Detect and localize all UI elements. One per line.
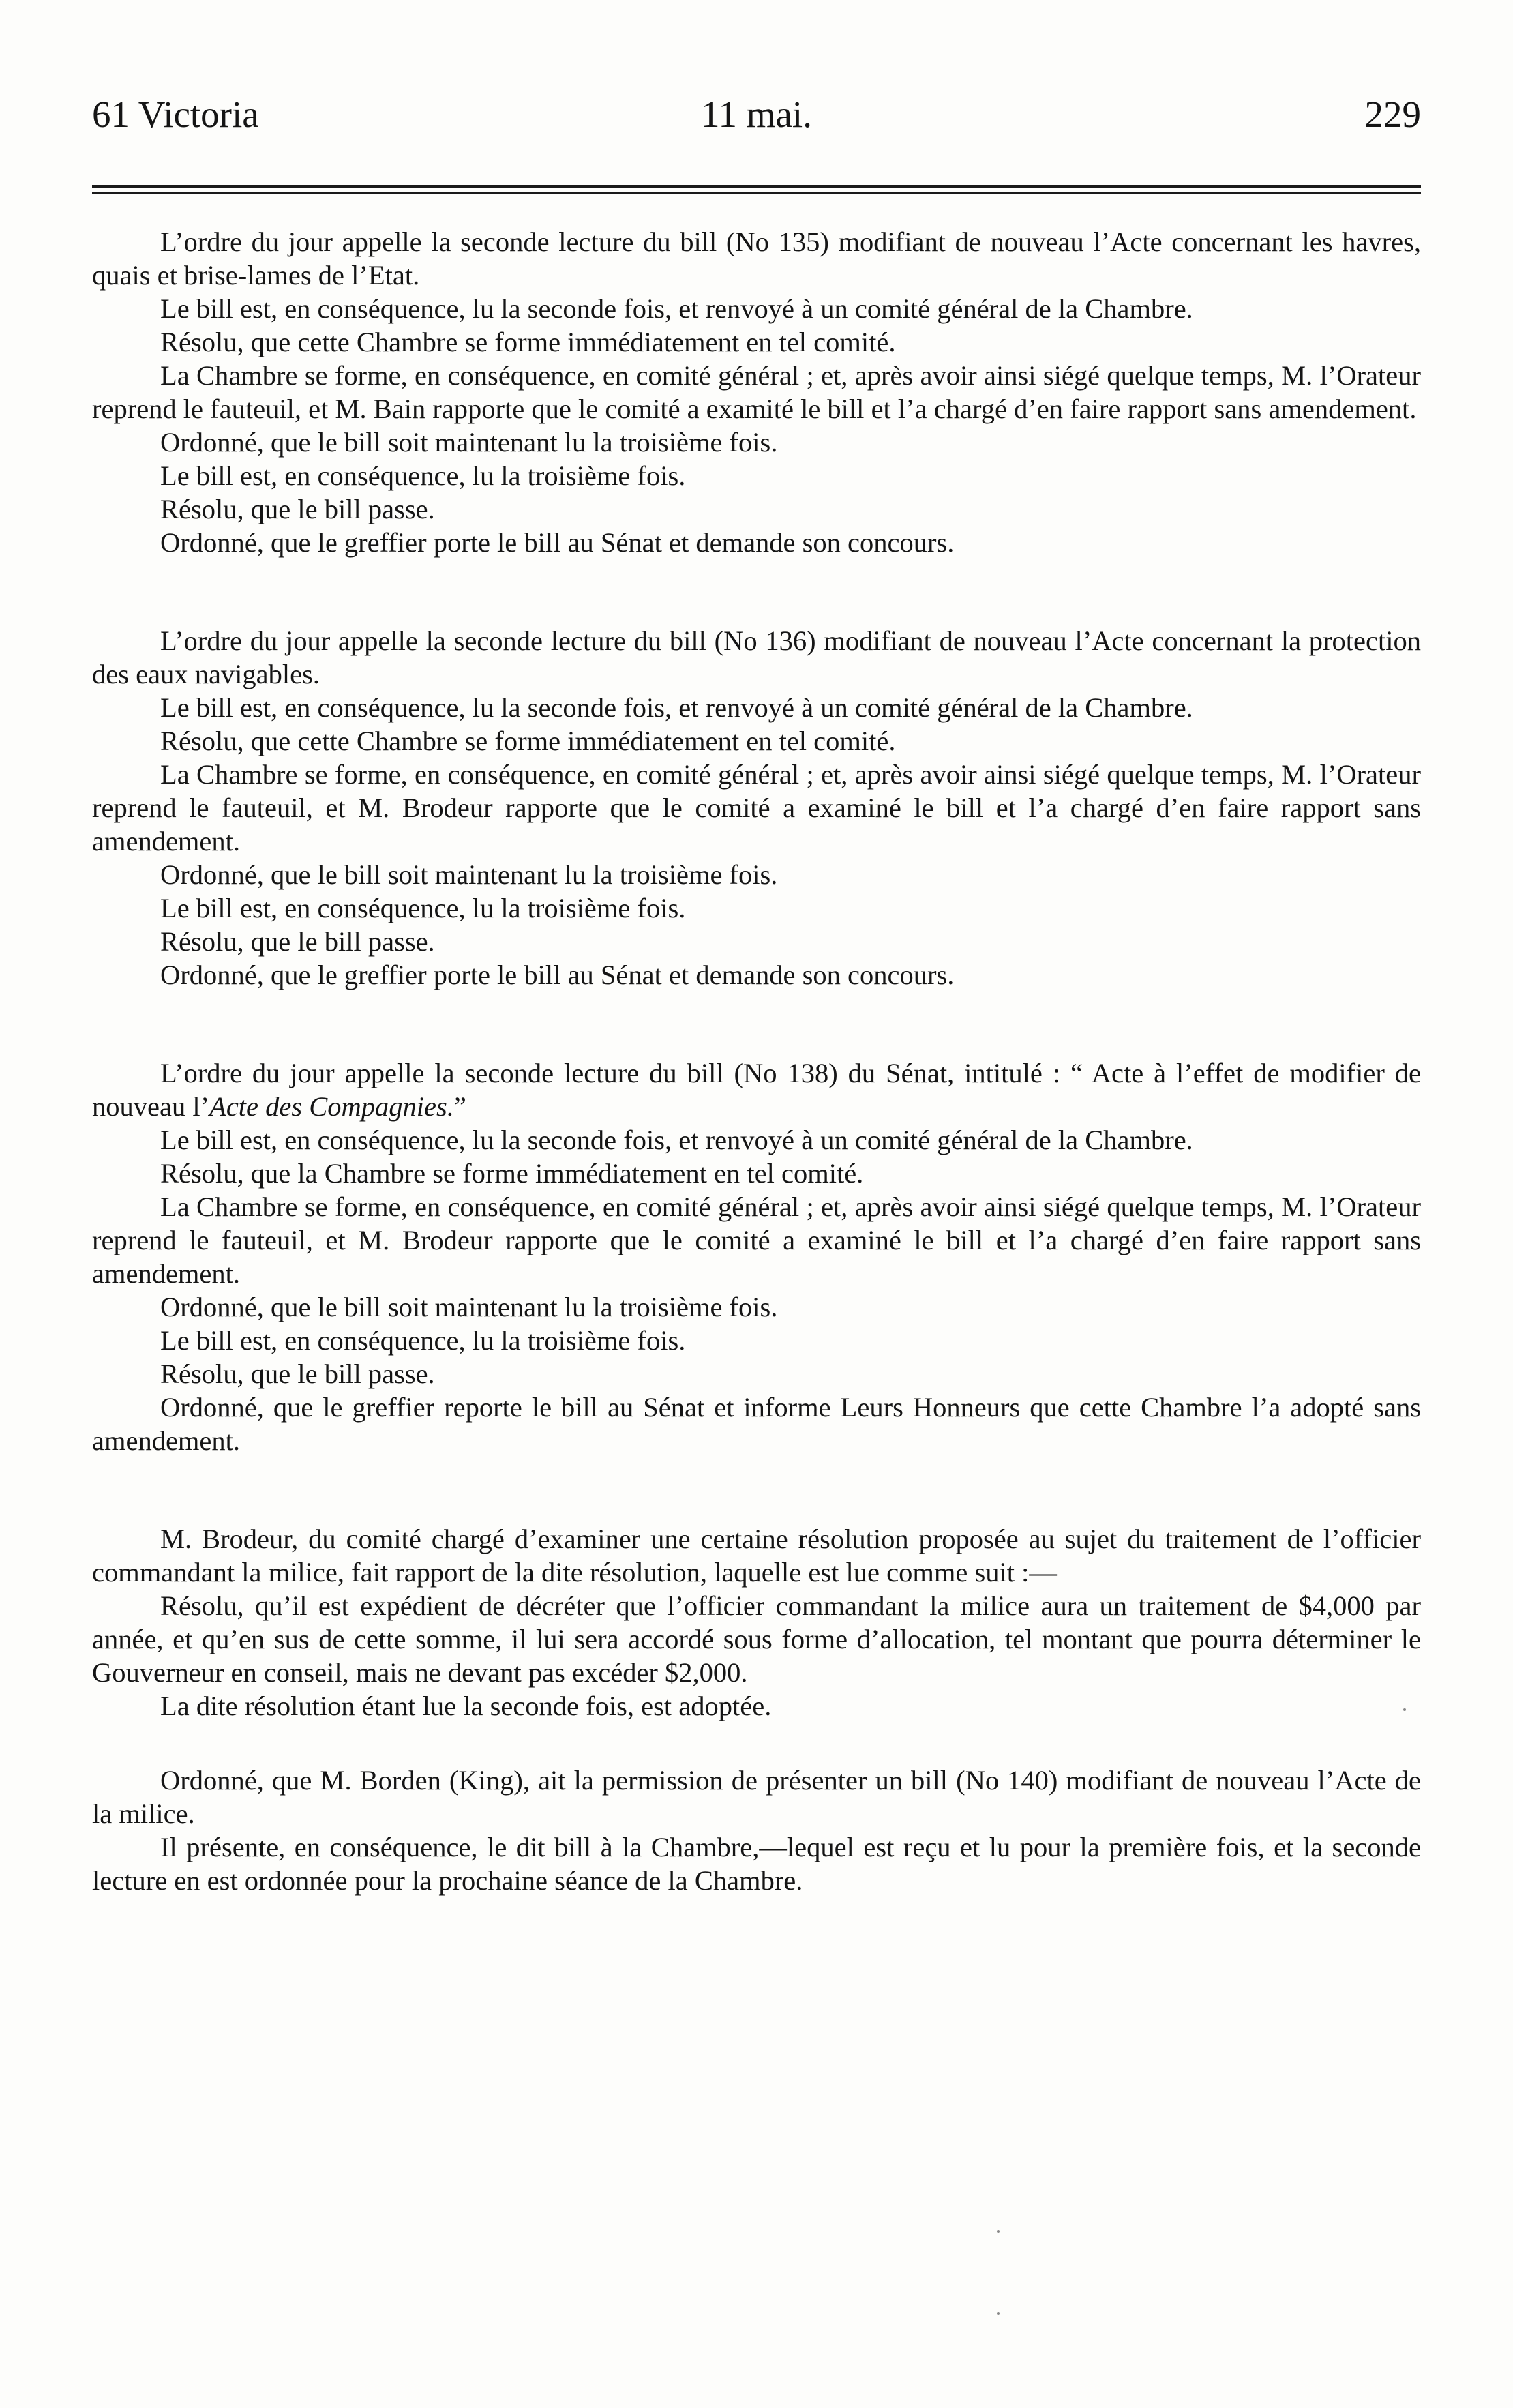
text-run: L’ordre du jour appelle la seconde lecture du bill (No 138) du Sénat, intitulé : “ Acte à l’effet de modifier de nouveau l’ bbox=[92, 1058, 1421, 1122]
print-speck bbox=[997, 2312, 1000, 2315]
paragraph: Ordonné, que M. Borden (King), ait la permission de présenter un bill (No 140) modifiant de nouveau l’Acte de la milice. bbox=[92, 1765, 1421, 1829]
paragraph: Résolu, que le bill passe. bbox=[160, 494, 435, 524]
paragraph: Résolu, que le bill passe. bbox=[160, 1358, 435, 1389]
print-speck bbox=[1403, 1708, 1406, 1711]
text-run: ” bbox=[453, 1091, 466, 1122]
paragraph: L’ordre du jour appelle la seconde lecture du bill (No 135) modifiant de nouveau l’Acte concernant les havres, quais et brise-lames de l’Etat. bbox=[92, 226, 1421, 291]
section-bill-136 bbox=[92, 624, 1421, 992]
section-bill-140 bbox=[92, 1764, 1421, 1897]
paragraph: Résolu, que cette Chambre se forme immédiatement en tel comité. bbox=[160, 327, 896, 357]
paragraph: Résolu, que le bill passe. bbox=[160, 926, 435, 957]
page-number: 229 bbox=[1364, 93, 1421, 135]
paragraph: Résolu, que la Chambre se forme immédiatement en tel comité. bbox=[160, 1158, 864, 1189]
paragraph: Le bill est, en conséquence, lu la troisième fois. bbox=[160, 893, 686, 923]
paragraph: Ordonné, que le bill soit maintenant lu la troisième fois. bbox=[160, 859, 778, 890]
running-header bbox=[92, 87, 1421, 142]
paragraph: Ordonné, que le greffier porte le bill au Sénat et demande son concours. bbox=[160, 527, 955, 558]
paragraph: La Chambre se forme, en conséquence, en comité général ; et, après avoir ainsi siégé quelque temps, M. l’Orateur reprend le fauteuil, et M. Brodeur rapporte que le comité a examiné le bill et l’a chargé d’en faire rapport sans amendement. bbox=[92, 759, 1421, 857]
paragraph: Le bill est, en conséquence, lu la seconde fois, et renvoyé à un comité général de la Chambre. bbox=[160, 692, 1193, 723]
paragraph: La Chambre se forme, en conséquence, en comité général ; et, après avoir ainsi siégé quelque temps, M. l’Orateur reprend le fauteuil, et M. Bain rapporte que le comité a examité le bill et l’a chargé d’en faire rapport sans amendement. bbox=[92, 360, 1421, 424]
section-spacer bbox=[92, 992, 1421, 1056]
paragraph: La Chambre se forme, en conséquence, en comité général ; et, après avoir ainsi siégé quelque temps, M. l’Orateur reprend le fauteuil, et M. Brodeur rapporte que le comité a examiné le bill et l’a chargé d’en faire rapport sans amendement. bbox=[92, 1191, 1421, 1289]
paragraph: Ordonné, que le greffier reporte le bill au Sénat et informe Leurs Honneurs que cette Chambre l’a adopté sans amendement. bbox=[92, 1392, 1421, 1456]
section-bill-135 bbox=[92, 225, 1421, 559]
paragraph: Ordonné, que le bill soit maintenant lu la troisième fois. bbox=[160, 1292, 778, 1322]
paragraph bbox=[92, 1056, 1421, 1123]
paragraph: Ordonné, que le greffier porte le bill au Sénat et demande son concours. bbox=[160, 960, 955, 990]
section-spacer bbox=[92, 559, 1421, 624]
section-bill-138 bbox=[92, 1056, 1421, 1457]
header-rule-bottom bbox=[92, 192, 1421, 194]
paragraph: Le bill est, en conséquence, lu la troisième fois. bbox=[160, 1325, 686, 1356]
header-regnal-year: 61 Victoria bbox=[92, 93, 259, 135]
paragraph: M. Brodeur, du comité chargé d’examiner une certaine résolution proposée au sujet du traitement de l’officier commandant la milice, fait rapport de la dite résolution, laquelle est lue comme suit :— bbox=[92, 1523, 1421, 1588]
paragraph: Ordonné, que le bill soit maintenant lu la troisième fois. bbox=[160, 427, 778, 458]
paragraph: La dite résolution étant lue la seconde fois, est adoptée. bbox=[160, 1691, 772, 1721]
paragraph: Le bill est, en conséquence, lu la seconde fois, et renvoyé à un comité général de la Chambre. bbox=[160, 1125, 1193, 1155]
section-spacer bbox=[92, 1723, 1421, 1764]
paragraph: Le bill est, en conséquence, lu la troisième fois. bbox=[160, 460, 686, 491]
print-speck bbox=[997, 2230, 1000, 2233]
section-militia-resolution bbox=[92, 1522, 1421, 1723]
header-rule-top bbox=[92, 185, 1421, 188]
paragraph: Il présente, en conséquence, le dit bill à la Chambre,—lequel est reçu et lu pour la première fois, et la seconde lecture en est ordonnée pour la prochaine séance de la Chambre. bbox=[92, 1832, 1421, 1896]
paragraph: Résolu, que cette Chambre se forme immédiatement en tel comité. bbox=[160, 726, 896, 756]
act-title: Acte des Compagnies. bbox=[209, 1091, 454, 1122]
body-text bbox=[92, 225, 1421, 1897]
section-spacer bbox=[92, 1457, 1421, 1522]
paragraph: Résolu, qu’il est expédient de décréter que l’officier commandant la milice aura un traitement de $4,000 par année, et qu’en sus de cette somme, il lui sera accordé sous forme d’allocation, tel montant que pourra déterminer le Gouverneur en conseil, mais ne devant pas excéder $2,000. bbox=[92, 1590, 1421, 1688]
paragraph: Le bill est, en conséquence, lu la seconde fois, et renvoyé à un comité général de la Chambre. bbox=[160, 293, 1193, 324]
header-date: 11 mai. bbox=[701, 93, 812, 135]
paragraph: L’ordre du jour appelle la seconde lecture du bill (No 136) modifiant de nouveau l’Acte concernant la protection des eaux navigables. bbox=[92, 625, 1421, 689]
